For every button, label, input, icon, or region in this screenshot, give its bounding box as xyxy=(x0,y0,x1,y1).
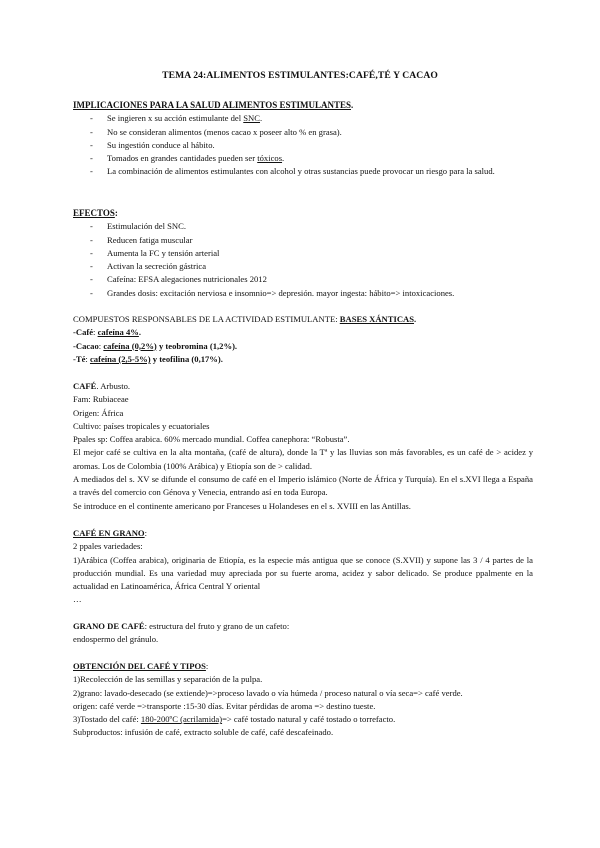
cafe-paragraph-america: Se introduce en el continente americano por Franceses u Holandeses en el s. XVIII en las Antillas. xyxy=(73,500,411,511)
bullet-dash: - xyxy=(90,113,93,124)
cafe-paragraph-altura: El mejor café se cultiva en la alta montaña, (café de altura), donde la Tª y las lluvias son más favorables, es un café de > acidez y aromas. Los de Colombia (100% Arábica) y Etiopía son de > calidad. xyxy=(73,447,533,471)
bullet-dash: - xyxy=(90,126,93,137)
cafe-line-familia: Fam: Rubiaceae xyxy=(73,394,129,405)
list-item: - Se ingieren x su acción estimulante del SNC. xyxy=(73,112,533,125)
section-heading-efectos: EFECTOS: xyxy=(73,208,118,218)
obtencion-origen: origen: café verde =>transporte :15-30 días. Evitar pérdidas de aroma => destino tueste. xyxy=(73,700,376,711)
list-item: - Su ingestión conduce al hábito. xyxy=(73,139,533,152)
bullet-dash: - xyxy=(90,139,93,150)
bullet-dash: - xyxy=(90,153,93,164)
list-item: - Activan la secreción gástrica xyxy=(73,260,533,273)
list-item: - Grandes dosis: excitación nerviosa e insomnio=> depresión. mayor ingesta: hábito=> intoxicaciones. xyxy=(73,287,533,300)
document-title: TEMA 24:ALIMENTOS ESTIMULANTES:CAFÉ,TÉ Y CACAO xyxy=(162,70,438,81)
list-item: - Estimulación del SNC. xyxy=(73,220,533,233)
cafe-paragraph-historia: A mediados del s. XV se difunde el consumo de café en el Imperio islámico (Norte de África y Turquía). En el s.XVI llega a España a través del comercio con Génova y Venecia, entrando así en toda Europa. xyxy=(73,474,533,498)
compuesto-cacao: -Cacao: cafeína (0,2%) y teobromina (1,2%). xyxy=(73,340,238,351)
obtencion-paso-2: 2)grano: lavado-desecado (se extiende)=>proceso lavado o vía húmeda / proceso natural o vía seca=> café verde. xyxy=(73,687,463,698)
obtencion-paso-1: 1)Recolección de las semillas y separación de la pulpa. xyxy=(73,674,263,685)
bullet-dash: - xyxy=(90,247,93,258)
compuesto-cafe: -Café: cafeína 4%. xyxy=(73,327,142,338)
section-heading-cafe: CAFÉ. Arbusto. xyxy=(73,381,131,391)
bullet-dash: - xyxy=(90,234,93,245)
list-item: - No se consideran alimentos (menos cacao x poseer alto % en grasa). xyxy=(73,126,533,139)
list-item: - Reducen fatiga muscular xyxy=(73,234,533,247)
list-item: - Cafeína: EFSA alegaciones nutricionales 2012 xyxy=(73,273,533,286)
grano-endospermo: endospermo del gránulo. xyxy=(73,634,159,645)
section-cafe-grano xyxy=(73,527,533,607)
cafe-line-especies: Ppales sp: Coffea arabica. 60% mercado mundial. Coffea canephora: “Robusta”. xyxy=(73,434,350,445)
cafe-line-cultivo: Cultivo: países tropicales y ecuatoriales xyxy=(73,420,210,431)
section-cafe xyxy=(73,380,533,513)
bullet-dash: - xyxy=(90,221,93,232)
list-item: - Aumenta la FC y tensión arterial xyxy=(73,247,533,260)
bullet-dash: - xyxy=(90,274,93,285)
section-heading-compuestos: COMPUESTOS RESPONSABLES DE LA ACTIVIDAD ESTIMULANTE: BASES XÁNTICAS. xyxy=(73,314,417,324)
section-heading-obtencion: OBTENCIÓN DEL CAFÉ Y TIPOS: xyxy=(73,661,209,671)
section-compuestos xyxy=(73,313,533,366)
list-item: - La combinación de alimentos estimulantes con alcohol y otras sustancias puede provocar un riesgo para la salud. xyxy=(73,165,533,178)
cafe-line-origen: Origen: África xyxy=(73,407,124,418)
section-obtencion xyxy=(73,660,533,740)
grano-variedades: 2 ppales variedades: xyxy=(73,541,143,552)
section-grano-de-cafe xyxy=(73,620,533,647)
compuesto-te: -Té: cafeína (2,5-5%) y teofilina (0,17%). xyxy=(73,353,223,364)
section-implicaciones xyxy=(73,99,533,179)
grano-ellipsis: … xyxy=(73,594,82,605)
section-heading-implicaciones: IMPLICACIONES PARA LA SALUD ALIMENTOS ESTIMULANTES. xyxy=(73,100,354,110)
bullet-dash: - xyxy=(90,287,93,298)
obtencion-paso-3: 3)Tostado del café: 180-200ºC (acrilamida)=> café tostado natural y café tostado o torrefacto. xyxy=(73,714,396,725)
section-heading-cafe-grano: CAFÉ EN GRANO: xyxy=(73,528,148,538)
section-heading-grano-de-cafe: GRANO DE CAFÉ: estructura del fruto y grano de un cafeto: xyxy=(73,621,290,631)
bullet-dash: - xyxy=(90,166,93,177)
bullet-dash: - xyxy=(90,261,93,272)
obtencion-subproductos: Subproductos: infusión de café, extracto soluble de café, café descafeinado. xyxy=(73,727,334,738)
efectos-list xyxy=(73,220,533,300)
section-efectos xyxy=(73,207,533,300)
list-item: - Tomados en grandes cantidades pueden ser tóxicos. xyxy=(73,152,533,165)
implicaciones-list xyxy=(73,112,533,178)
grano-arabica-paragraph: 1)Arábica (Coffea arabica), originaria de Etiopía, es la especie más antigua que se conoce (S.XVII) y supone las 3 / 4 partes de la producción mundial. Es una variedad muy apreciada por su fuerte aroma, acidez y sabor delicado. Se produce ppalmente en la actualidad en Latinoamérica, África Central Y oriental xyxy=(73,554,533,592)
